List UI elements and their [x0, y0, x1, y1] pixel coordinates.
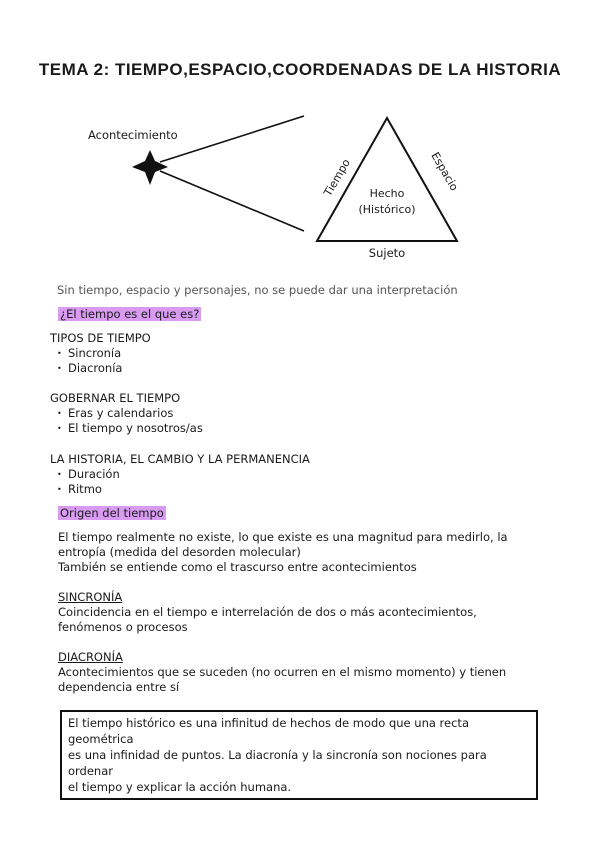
side-label-time: Tiempo	[321, 156, 353, 199]
event-star-icon	[132, 150, 168, 185]
diacronia-line: Acontecimientos que se suceden (no ocurren en el mismo momento) y tienen	[58, 665, 507, 679]
origin-paragraph	[58, 530, 508, 575]
question-line	[58, 307, 201, 322]
bullet-list	[50, 406, 203, 436]
origin-heading-line	[58, 506, 166, 521]
section-govern-time	[50, 391, 203, 436]
question-highlight: ¿El tiempo es el que es?	[60, 307, 200, 321]
section-heading: LA HISTORIA, EL CAMBIO Y LA PERMANENCIA	[50, 452, 310, 466]
list-item: • Duración	[68, 467, 310, 482]
history-diagram	[0, 100, 600, 280]
ray-upper	[160, 116, 304, 162]
bullet-list	[50, 346, 151, 376]
diacronia-heading: DIACRONÍA	[58, 650, 123, 664]
center-label-2: (Histórico)	[358, 203, 416, 216]
box-line: El tiempo histórico es una infinitud de hechos de modo que una recta geométrica	[68, 716, 469, 746]
intro-text: Sin tiempo, espacio y personajes, no se puede dar una interpretación	[57, 283, 458, 297]
side-label-space: Espacio	[428, 150, 461, 194]
origin-line: También se entiende como el trascurso entre acontecimientos	[58, 560, 417, 574]
origin-line: entropía (medida del desorden molecular)	[58, 545, 301, 559]
section-history-change	[50, 452, 310, 497]
diacronia-section	[58, 650, 506, 695]
section-heading: TIPOS DE TIEMPO	[50, 331, 151, 345]
section-types-of-time	[50, 331, 151, 376]
list-item: • El tiempo y nosotros/as	[68, 421, 203, 436]
sincronia-line: fenómenos o procesos	[58, 620, 188, 634]
ray-lower	[160, 171, 304, 231]
bullet-list	[50, 467, 310, 497]
page-title: TEMA 2: TIEMPO,ESPACIO,COORDENADAS DE LA HISTORIA	[38, 60, 562, 79]
event-label: Acontecimiento	[88, 128, 178, 142]
list-item: • Sincronía	[68, 346, 151, 361]
bottom-label: Sujeto	[368, 246, 406, 260]
sincronia-section	[58, 590, 477, 635]
summary-box	[60, 710, 538, 800]
origin-line: El tiempo realmente no existe, lo que existe es una magnitud para medirlo, la	[58, 530, 508, 544]
list-item: • Diacronía	[68, 361, 151, 376]
sincronia-line: Coincidencia en el tiempo e interrelación de dos o más acontecimientos,	[58, 605, 477, 619]
center-label-1: Hecho	[369, 187, 405, 200]
list-item: • Ritmo	[68, 482, 310, 497]
section-heading: GOBERNAR EL TIEMPO	[50, 391, 181, 405]
diacronia-line: dependencia entre sí	[58, 680, 180, 694]
origin-heading: Origen del tiempo	[60, 506, 164, 520]
box-line: el tiempo y explicar la acción humana.	[68, 780, 292, 794]
list-item: • Eras y calendarios	[68, 406, 203, 421]
sincronia-heading: SINCRONÍA	[58, 590, 123, 604]
box-line: es una infinidad de puntos. La diacronía y la sincronía son nociones para ordenar	[68, 748, 487, 778]
